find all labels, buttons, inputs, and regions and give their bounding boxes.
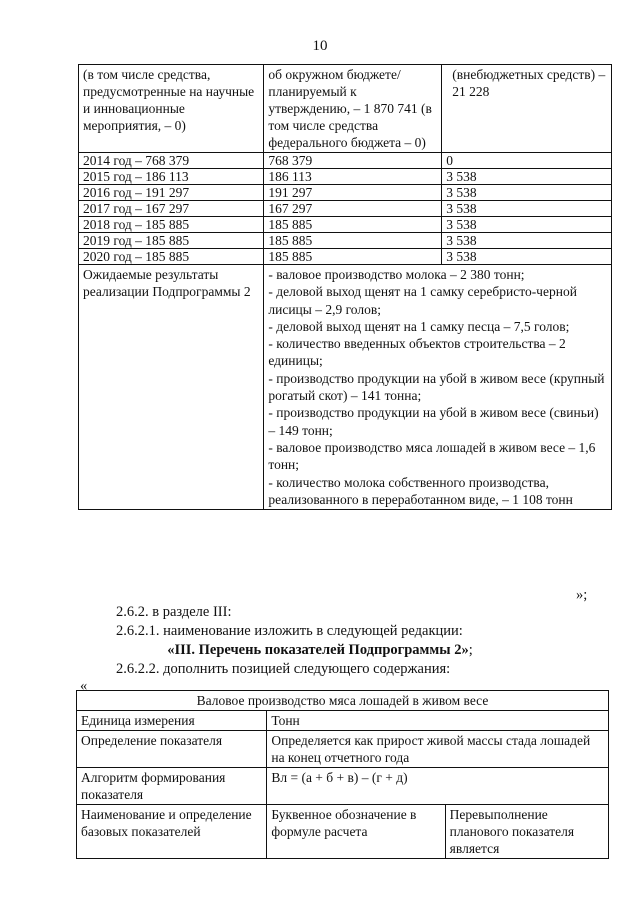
extra-cell: 3 538 bbox=[442, 201, 612, 217]
base-letter-designation: Буквенное обозначение в формуле расчета bbox=[267, 805, 445, 859]
result-item: - валовое производство молока – 2 380 тонн; bbox=[268, 267, 525, 282]
paragraph-rename: 2.6.2.1. наименование изложить в следующей редакции: bbox=[116, 623, 463, 639]
year-row bbox=[79, 201, 612, 217]
extra-cell: 0 bbox=[442, 153, 612, 169]
definition-value: Определяется как прирост живой массы стада лошадей на конец отчетного года bbox=[267, 731, 609, 768]
year-row bbox=[79, 233, 612, 249]
extra-cell: 3 538 bbox=[442, 217, 612, 233]
year-row bbox=[79, 169, 612, 185]
unit-row bbox=[77, 711, 609, 731]
algorithm-row bbox=[77, 768, 609, 805]
year-cell: 2018 год – 185 885 bbox=[79, 217, 264, 233]
opening-quote: « bbox=[80, 678, 88, 694]
funding-top-col3: (внебюджетных средств) – 21 228 bbox=[442, 65, 612, 153]
year-cell: 2019 год – 185 885 bbox=[79, 233, 264, 249]
result-item: - производство продукции на убой в живом весе (крупный рогатый скот) – 141 тонна; bbox=[268, 370, 605, 404]
regional-cell: 185 885 bbox=[264, 233, 442, 249]
regional-cell: 186 113 bbox=[264, 169, 442, 185]
section-title-tail: ; bbox=[468, 642, 473, 658]
year-cell: 2020 год – 185 885 bbox=[79, 249, 264, 265]
base-label: Наименование и определение базовых показателей bbox=[77, 805, 267, 859]
paragraph-add-position: 2.6.2.2. дополнить позицией следующего содержания: bbox=[116, 661, 451, 677]
page-number: 10 bbox=[312, 38, 328, 54]
year-cell: 2014 год – 768 379 bbox=[79, 153, 264, 169]
definition-row bbox=[77, 731, 609, 768]
unit-label: Единица измерения bbox=[77, 711, 267, 731]
result-item: - количество молока собственного производства, реализованного в переработанном виде, – 1 108 тонн bbox=[268, 474, 573, 507]
regional-cell: 191 297 bbox=[264, 185, 442, 201]
definition-label: Определение показателя bbox=[77, 731, 267, 768]
result-item: - валовое производство мяса лошадей в живом весе – 1,6 тонн; bbox=[268, 439, 596, 473]
extra-cell: 3 538 bbox=[442, 249, 612, 265]
indicator-title-row bbox=[77, 691, 609, 711]
year-row bbox=[79, 153, 612, 169]
results-row bbox=[79, 265, 612, 510]
algorithm-label: Алгоритм формирования показателя bbox=[77, 768, 267, 805]
indicator-title: Валовое производство мяса лошадей в живом весе bbox=[77, 691, 609, 711]
results-label: Ожидаемые результаты реализации Подпрограммы 2 bbox=[79, 265, 264, 510]
funding-top-col2: об окружном бюджете/ планируемый к утверждению, – 1 870 741 (в том числе средства федерального бюджета – 0) bbox=[264, 65, 442, 153]
year-cell: 2015 год – 186 113 bbox=[79, 169, 264, 185]
funding-top-row bbox=[79, 65, 612, 153]
extra-cell: 3 538 bbox=[442, 169, 612, 185]
section-title bbox=[0, 641, 640, 660]
unit-value: Тонн bbox=[267, 711, 609, 731]
year-row bbox=[79, 217, 612, 233]
funding-top-col1: (в том числе средства, предусмотренные на научные и инновационные мероприятия, – 0) bbox=[79, 65, 264, 153]
base-row bbox=[77, 805, 609, 859]
result-item: - количество введенных объектов строительства – 2 единицы; bbox=[268, 336, 566, 369]
regional-cell: 185 885 bbox=[264, 217, 442, 233]
year-row bbox=[79, 185, 612, 201]
funding-table bbox=[78, 64, 612, 510]
results-list bbox=[264, 265, 612, 510]
result-item: - производство продукции на убой в живом весе (свиньи) – 149 тонн; bbox=[268, 405, 599, 438]
extra-cell: 3 538 bbox=[442, 233, 612, 249]
base-overfulfillment: Перевыполнение планового показателя является bbox=[445, 805, 608, 859]
year-cell: 2017 год – 167 297 bbox=[79, 201, 264, 217]
result-item: - деловой выход щенят на 1 самку серебристо-черной лисицы – 2,9 голов; bbox=[268, 284, 577, 317]
year-row bbox=[79, 249, 612, 265]
regional-cell: 167 297 bbox=[264, 201, 442, 217]
regional-cell: 768 379 bbox=[264, 153, 442, 169]
regional-cell: 185 885 bbox=[264, 249, 442, 265]
closing-quote: »; bbox=[576, 587, 588, 603]
paragraph-section-ref: 2.6.2. в разделе III: bbox=[116, 604, 232, 620]
indicator-table bbox=[76, 690, 609, 859]
algorithm-value: Вл = (а + б + в) – (г + д) bbox=[267, 768, 609, 805]
section-title-text: «III. Перечень показателей Подпрограммы 2» bbox=[167, 642, 469, 658]
result-item: - деловой выход щенят на 1 самку песца – 7,5 голов; bbox=[268, 318, 570, 334]
year-cell: 2016 год – 191 297 bbox=[79, 185, 264, 201]
extra-cell: 3 538 bbox=[442, 185, 612, 201]
